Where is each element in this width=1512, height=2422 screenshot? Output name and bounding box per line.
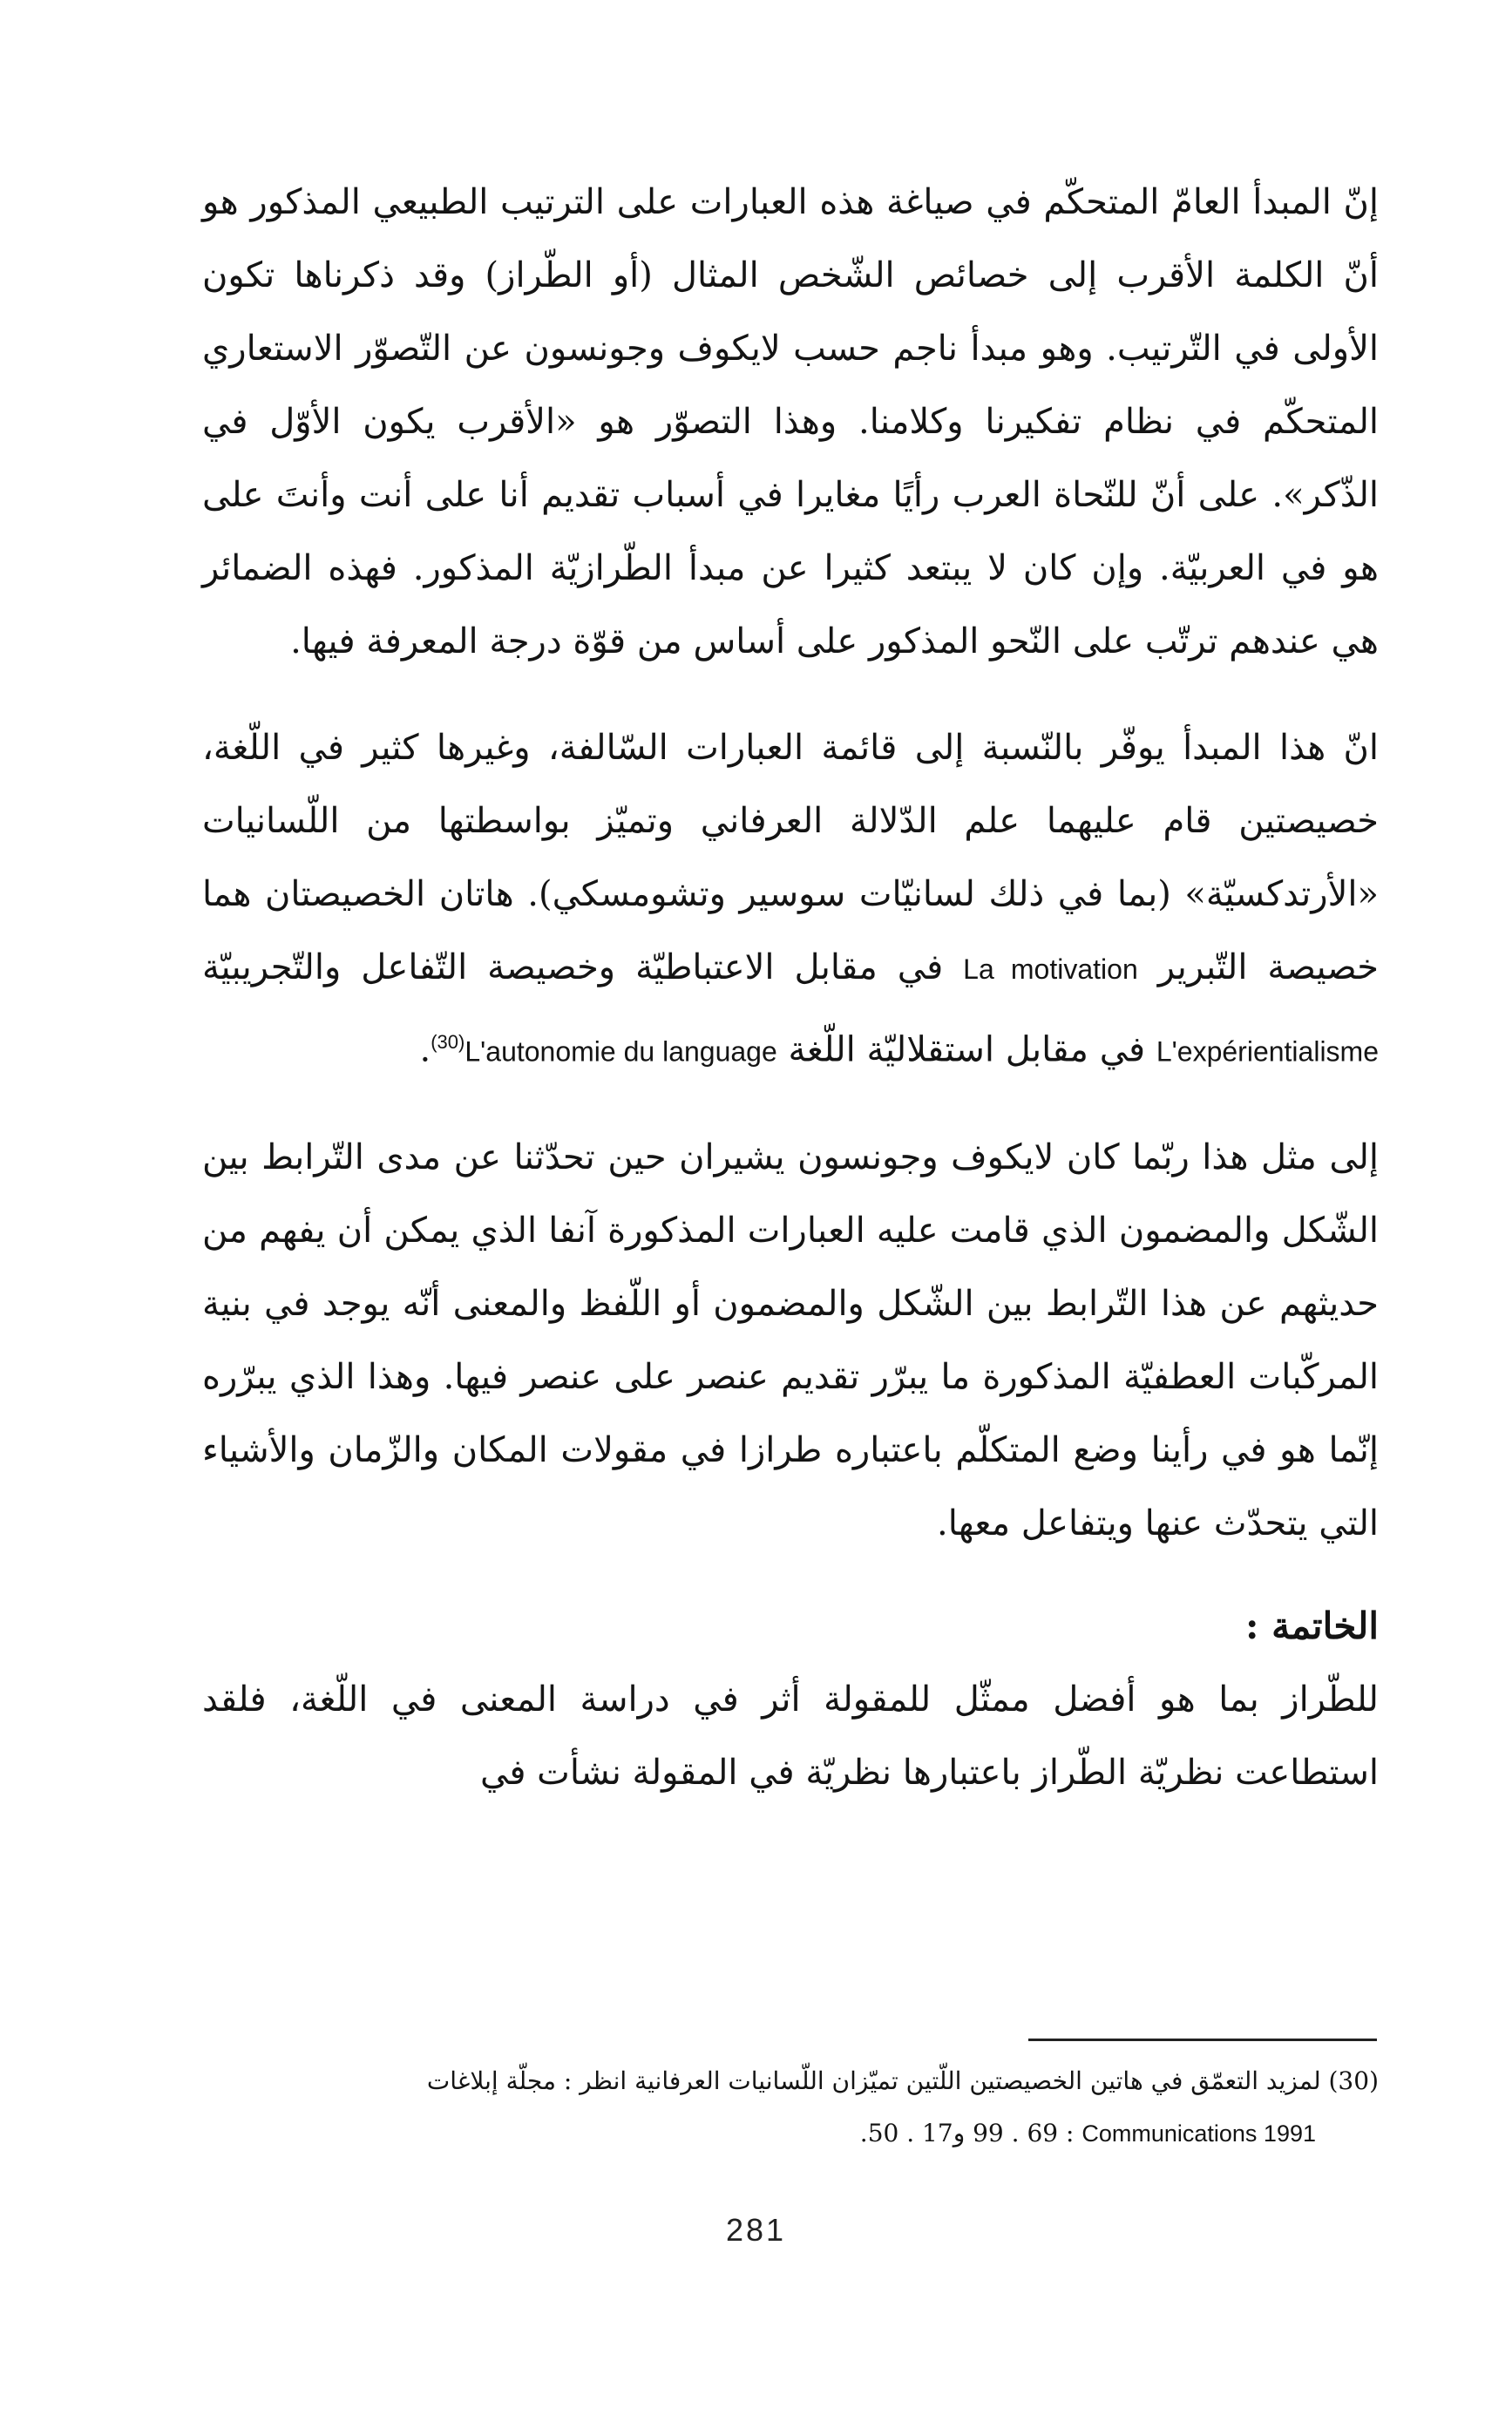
term-autonomie: L'autonomie du language: [464, 1035, 777, 1068]
term-motivation: La motivation: [963, 953, 1138, 985]
footnote-separator: [1028, 2039, 1377, 2041]
footnote-reference-30: (30): [431, 1031, 465, 1053]
page-number: 281: [725, 2212, 787, 2248]
paragraph-4: للطّراز بما هو أفضل ممثّل للمقولة أثر في دراسة المعنى في اللّغة، فلقد استطاعت نظريّة الطّراز باعتبارها نظريّة في المقولة نشأت في: [202, 1679, 1379, 1794]
paragraph-1: إنّ المبدأ العامّ المتحكّم في صياغة هذه العبارات على الترتيب الطبيعي المذكور هو أنّ الكلمة الأقرب إلى خصائص الشّخص المثال (أو الطّراز) وقد ذكرناها تكون الأولى في التّرتيب. وهو مبدأ ناجم حسب لايكوف وجونسون عن التّصوّر الاستعاري المتحكّم في نظام تفكيرنا وكلامنا. وهذا التصوّر هو «الأقرب يكون الأوّل في الذّكر». على أنّ للنّحاة العرب رأيًا مغايرا في أسباب تقديم أنا على أنت وأنتَ على هو في العربيّة. وإن كان لا يبتعد كثيرا عن مبدأ الطّرازيّة المذكور. فهذه الضمائر هي عندهم ترتّب على النّحو المذكور على أساس من قوّة درجة المعرفة فيها.: [202, 182, 1379, 661]
paragraph-2-text-b: في مقابل الاعتباطيّة وخصيصة التّفاعل والتّجريبيّة: [202, 947, 944, 987]
term-experientialisme: L'expérientialisme: [1156, 1035, 1379, 1068]
paragraph-3: إلى مثل هذا ربّما كان لايكوف وجونسون يشيران حين تحدّثنا عن مدى التّرابط بين الشّكل والمضمون الذي قامت عليه العبارات المذكورة آنفا الذي يمكن أن يفهم من حديثهم عن هذا التّرابط بين الشّكل والمضمون أو اللّفظ والمعنى أنّه يوجد في بنية المركّبات العطفيّة المذكورة ما يبرّر تقديم عنصر على عنصر فيها. وهذا الذي يبرّره إنّما هو في رأينا وضع المتكلّم باعتباره طرازا في مقولات المكان والزّمان والأشياء التي يتحدّث عنها ويتفاعل معها.: [202, 1137, 1379, 1544]
paragraph-2-text-a: انّ هذا المبدأ يوفّر بالنّسبة إلى قائمة العبارات السّالفة، وغيرها كثير في اللّغة، خصيصتين قام عليهما علم الدّلالة العرفاني وتميّز بواسطتها من اللّسانيات «الأرتدكسيّة» (بما في ذلك لسانيّات سوسير وتشومسكي). هاتان الخصيصتان هما خصيصة التّبرير: [202, 728, 1380, 987]
footnote-pages: : 69 . 99 و17 . 50.: [859, 2119, 1075, 2147]
section-heading-conclusion: الخاتمة :: [1245, 1604, 1379, 1648]
footnote-30: [202, 2055, 1379, 2160]
paragraph-2-text-c: في مقابل استقلاليّة اللّغة: [788, 1029, 1146, 1070]
footnote-line-2: [202, 2107, 1379, 2160]
footnote-line-1: (30) لمزيد التعمّق في هاتين الخصيصتين اللّتين تميّزان اللّسانيات العرفانية انظر : مجلّة إبلاغات: [426, 2066, 1379, 2095]
footnote-journal-name: Communications 1991: [1081, 2120, 1316, 2147]
paragraph-2-end: .: [419, 1029, 431, 1070]
paragraph-2: [202, 711, 1379, 1088]
page-body: [202, 166, 1379, 1809]
